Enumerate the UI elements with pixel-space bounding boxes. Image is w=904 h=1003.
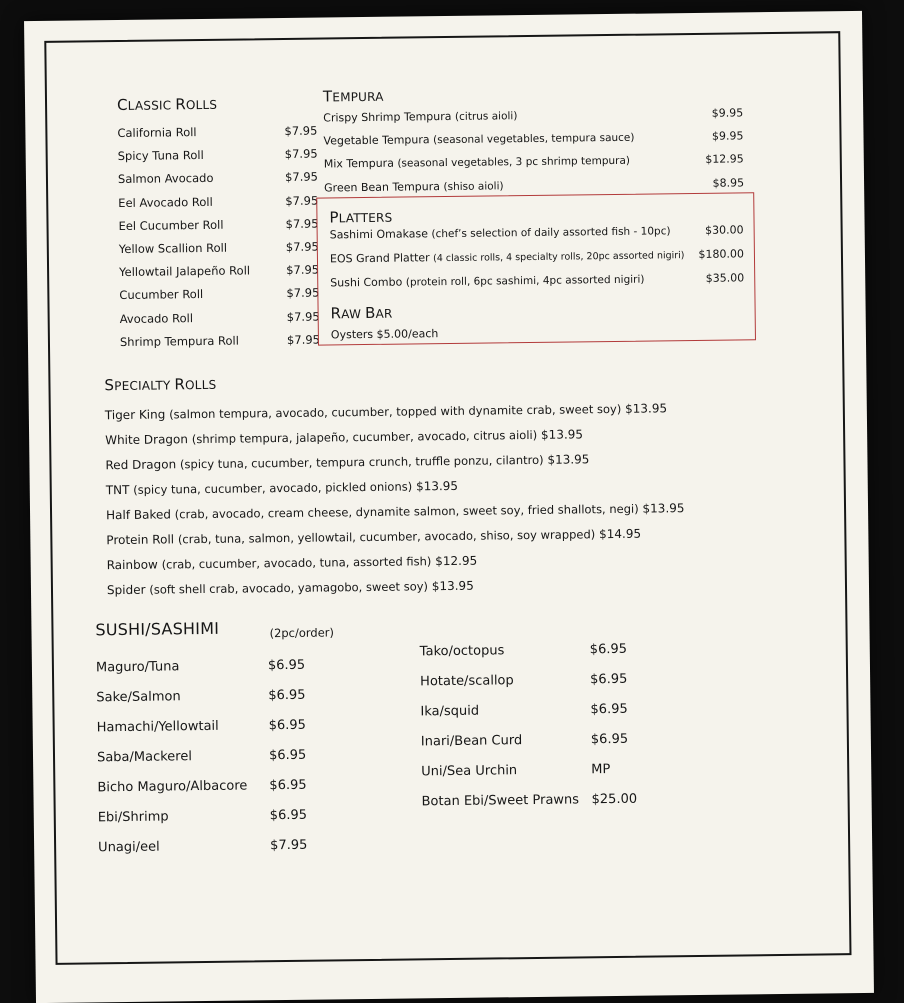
raw-bar-heading: RAW BAR — [330, 303, 393, 323]
sushi-right-list — [420, 641, 682, 824]
menu-item: Rainbow (crab, cucumber, avocado, tuna, assorted fish) $12.95 — [106, 553, 478, 573]
menu-item: Bicho Maguro/Albacore $6.95 — [97, 777, 307, 796]
menu-item: Saba/Mackerel $6.95 — [96, 747, 307, 766]
menu-item: TNT (spicy tuna, cucumber, avocado, pickled onions) $13.95 — [105, 478, 459, 498]
menu-item: Salmon Avocado $7.95 — [117, 169, 319, 187]
menu-item: Tiger King (salmon tempura, avocado, cucumber, topped with dynamite crab, sweet soy) $13.95 — [104, 401, 668, 423]
specialty-rolls-list — [105, 401, 727, 609]
menu-item: Green Bean Tempura (shiso aioli) $8.95 — [324, 175, 745, 195]
menu-item: Eel Cucumber Roll $7.95 — [118, 216, 319, 233]
menu-item: Mix Tempura (seasonal vegetables, 3 pc shrimp tempura) $12.95 — [323, 152, 744, 171]
menu-item: White Dragon (shrimp tempura, jalapeño, cucumber, avocado, citrus aioli) $13.95 — [105, 427, 584, 448]
menu-item: Tako/octopus $6.95 — [419, 641, 628, 660]
menu-item: Red Dragon (spicy tuna, cucumber, tempura crunch, truffle ponzu, cilantro) $13.95 — [105, 452, 590, 473]
sushi-left-list — [96, 657, 349, 870]
menu-item: Maguro/Tuna $6.95 — [95, 657, 306, 676]
menu-item: Shrimp Tempura Roll $7.95 — [119, 332, 321, 349]
classic-rolls-list — [117, 124, 320, 358]
classic-rolls-section — [117, 94, 320, 358]
classic-rolls-heading: CLASSIC ROLLS — [116, 95, 218, 115]
menu-item: Half Baked (crab, avocado, cream cheese, dynamite salmon, sweet soy, fried shallots, negi) $13.95 — [105, 501, 685, 523]
menu-item: Unagi/eel $7.95 — [98, 837, 308, 856]
specialty-rolls-section — [104, 369, 727, 609]
sushi-order-note: (2pc/order) — [269, 625, 335, 641]
menu-item: Cucumber Roll $7.95 — [119, 285, 320, 303]
sushi-sashimi-heading: SUSHI/SASHIMI — [95, 618, 220, 640]
menu-item: Uni/Sea Urchin MP — [421, 762, 611, 780]
menu-item: EOS Grand Platter (4 classic rolls, 4 specialty rolls, 20pc assorted nigiri) $180.00 — [329, 247, 745, 266]
menu-item: Oysters $5.00/each — [330, 327, 439, 342]
menu-item: Sake/Salmon $6.95 — [96, 687, 306, 706]
menu-item: Inari/Bean Curd $6.95 — [420, 731, 629, 750]
menu-item: Sashimi Omakase (chef’s selection of daily assorted fish - 10pc) $30.00 — [329, 223, 744, 242]
tempura-section — [323, 82, 744, 204]
menu-item: Ebi/Shrimp $6.95 — [97, 807, 308, 826]
menu-item: Spicy Tuna Roll $7.95 — [117, 146, 318, 164]
platters-heading: PLATTERS — [329, 208, 393, 227]
tempura-list — [323, 106, 744, 204]
sushi-sashimi-section — [95, 617, 348, 870]
specialty-rolls-heading: SPECIALTY ROLLS — [104, 375, 217, 395]
menu-item: Vegetable Tempura (seasonal vegetables, tempura sauce) $9.95 — [323, 129, 744, 148]
menu-item: Botan Ebi/Sweet Prawns $25.00 — [421, 791, 638, 810]
menu-item: Hotate/scallop $6.95 — [420, 671, 628, 690]
menu-item: Avocado Roll $7.95 — [119, 309, 320, 326]
menu-item: Sushi Combo (protein roll, 6pc sashimi, 4pc assorted nigiri) $35.00 — [330, 271, 745, 290]
menu-item: Hamachi/Yellowtail $6.95 — [96, 717, 306, 736]
menu-item: Ika/squid $6.95 — [420, 701, 628, 720]
menu-item: California Roll $7.95 — [117, 123, 318, 141]
menu-sheet — [24, 11, 874, 1003]
menu-item: Yellow Scallion Roll $7.95 — [118, 239, 319, 256]
menu-item: Crispy Shrimp Tempura (citrus aioli) $9.95 — [323, 106, 744, 125]
menu-item: Spider (soft shell crab, avocado, yamagobo, sweet soy) $13.95 — [106, 578, 474, 598]
platters-list — [318, 223, 755, 300]
tempura-heading: TEMPURA — [322, 87, 384, 106]
menu-item: Eel Avocado Roll $7.95 — [118, 193, 319, 210]
menu-item: Protein Roll (crab, tuna, salmon, yellowtail, cucumber, avocado, shiso, soy wrapped) $14.95 — [106, 526, 642, 548]
sushi-heading-row — [95, 617, 345, 660]
platters-raw-bar-box — [316, 192, 756, 345]
menu-item: Yellowtail Jalapeño Roll $7.95 — [119, 262, 320, 280]
